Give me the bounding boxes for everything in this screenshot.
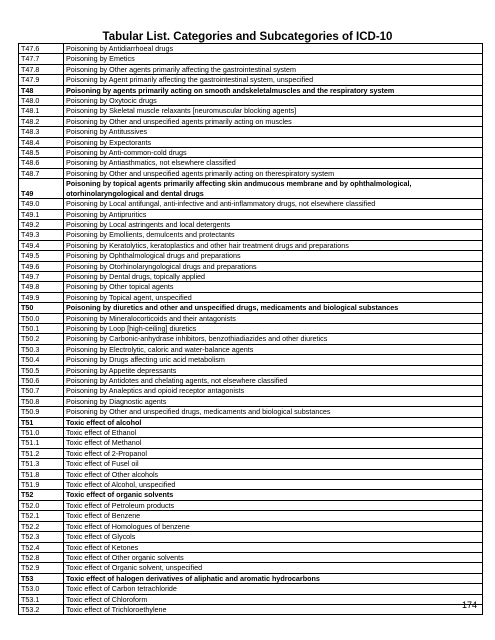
code-cell: T52.0 [19,500,64,510]
description-cell: Poisoning by Other and unspecified drugs, medicaments and biological substances [64,407,483,417]
code-cell: T50.8 [19,396,64,406]
code-cell: T50.2 [19,334,64,344]
code-cell: T48 [19,85,64,95]
code-cell: T52.4 [19,542,64,552]
category-row [19,573,483,583]
description-cell: Toxic effect of Carbon tetrachloride [64,584,483,594]
code-cell: T49.0 [19,199,64,209]
category-row [19,417,483,427]
code-cell: T53 [19,573,64,583]
code-cell: T49.9 [19,292,64,302]
subcategory-row [19,148,483,158]
page-title: Tabular List. Categories and Subcategories of ICD-10 [102,31,393,43]
subcategory-row [19,116,483,126]
code-cell: T50.5 [19,365,64,375]
description-cell: Toxic effect of Other alcohols [64,469,483,479]
code-cell: T50.9 [19,407,64,417]
subcategory-row [19,219,483,229]
code-cell: T52.2 [19,521,64,531]
description-cell: Toxic effect of Glycols [64,532,483,542]
description-cell: Poisoning by Antitussives [64,127,483,137]
description-cell: Poisoning by Antidiarrhoeal drugs [64,44,483,54]
code-cell: T50 [19,303,64,313]
description-cell: Poisoning by Antipruritics [64,209,483,219]
code-cell: T48.6 [19,158,64,168]
subcategory-row [19,158,483,168]
subcategory-row [19,75,483,85]
description-cell: Poisoning by Drugs affecting uric acid metabolism [64,355,483,365]
code-cell: T48.7 [19,168,64,178]
description-cell: Poisoning by Antidotes and chelating agents, not elsewhere classified [64,376,483,386]
code-cell: T48.5 [19,148,64,158]
description-cell: Poisoning by Local antifungal, anti-infective and anti-inflammatory drugs, not elsewhere classified [64,199,483,209]
page-number: 174 [461,600,477,610]
subcategory-row [19,313,483,323]
code-cell: T47.8 [19,64,64,74]
description-cell: Poisoning by Antiasthmatics, not elsewhere classified [64,158,483,168]
code-cell: T50.1 [19,323,64,333]
code-cell: T52 [19,490,64,500]
description-cell: Poisoning by Other and unspecified agents primarily acting on therespiratory system [64,168,483,178]
code-cell: T50.3 [19,344,64,354]
description-cell: Poisoning by Skeletal muscle relaxants [neuromuscular blocking agents] [64,106,483,116]
subcategory-row [19,500,483,510]
code-cell: T49.1 [19,209,64,219]
subcategory-row [19,344,483,354]
icd-table-body [19,44,483,615]
code-cell: T51.8 [19,469,64,479]
description-cell: Toxic effect of Organic solvent, unspecified [64,563,483,573]
code-cell: T53.2 [19,604,64,614]
code-cell: T48.2 [19,116,64,126]
category-row [19,85,483,95]
category-row [19,303,483,313]
description-cell: Poisoning by Emetics [64,54,483,64]
code-cell: T47.9 [19,75,64,85]
code-cell: T48.4 [19,137,64,147]
subcategory-row [19,438,483,448]
description-cell: Poisoning by diuretics and other and unspecified drugs, medicaments and biological substances [64,303,483,313]
subcategory-row [19,604,483,614]
subcategory-row [19,480,483,490]
subcategory-row [19,127,483,137]
subcategory-row [19,106,483,116]
description-cell: Poisoning by Mineralocorticoids and their antagonists [64,313,483,323]
description-cell: Poisoning by Carbonic-anhydrase inhibitors, benzothiadiazides and other diuretics [64,334,483,344]
code-cell: T49.4 [19,240,64,250]
description-cell: Poisoning by Anti-common-cold drugs [64,148,483,158]
description-cell: Toxic effect of Trichloroethylene [64,604,483,614]
subcategory-row [19,137,483,147]
code-cell: T53.1 [19,594,64,604]
subcategory-row [19,54,483,64]
subcategory-row [19,282,483,292]
code-cell: T48.0 [19,96,64,106]
code-cell: T52.9 [19,563,64,573]
description-cell: Toxic effect of Benzene [64,511,483,521]
description-cell: Poisoning by Other agents primarily affecting the gastrointestinal system [64,64,483,74]
subcategory-row [19,521,483,531]
subcategory-row [19,365,483,375]
category-row [19,179,483,199]
subcategory-row [19,64,483,74]
code-cell: T50.6 [19,376,64,386]
description-cell: Toxic effect of Petroleum products [64,500,483,510]
subcategory-row [19,261,483,271]
description-cell: Poisoning by Appetite depressants [64,365,483,375]
description-cell: Poisoning by Local astringents and local detergents [64,219,483,229]
subcategory-row [19,240,483,250]
code-cell: T50.4 [19,355,64,365]
code-cell: T49 [19,179,64,199]
description-cell: Toxic effect of Chloroform [64,594,483,604]
subcategory-row [19,511,483,521]
description-cell: Poisoning by Electrolytic, caloric and water-balance agents [64,344,483,354]
code-cell: T51.2 [19,448,64,458]
subcategory-row [19,552,483,562]
description-cell: Toxic effect of Fusel oil [64,459,483,469]
code-cell: T49.3 [19,230,64,240]
code-cell: T49.5 [19,251,64,261]
subcategory-row [19,323,483,333]
description-cell: Toxic effect of halogen derivatives of aliphatic and aromatic hydrocarbons [64,573,483,583]
description-cell: Poisoning by agents primarily acting on smooth andskeletalmuscles and the respiratory system [64,85,483,95]
description-cell: Poisoning by Diagnostic agents [64,396,483,406]
subcategory-row [19,532,483,542]
description-cell: Poisoning by Expectorants [64,137,483,147]
description-cell: Poisoning by Ophthalmological drugs and preparations [64,251,483,261]
code-cell: T47.7 [19,54,64,64]
subcategory-row [19,396,483,406]
description-cell: Toxic effect of alcohol [64,417,483,427]
description-cell: Toxic effect of Ethanol [64,428,483,438]
description-cell: Poisoning by Keratolytics, keratoplastics and other hair treatment drugs and preparations [64,240,483,250]
code-cell: T48.1 [19,106,64,116]
subcategory-row [19,292,483,302]
code-cell: T51.0 [19,428,64,438]
description-cell: Toxic effect of Homologues of benzene [64,521,483,531]
description-cell: Toxic effect of Other organic solvents [64,552,483,562]
subcategory-row [19,376,483,386]
subcategory-row [19,459,483,469]
code-cell: T49.8 [19,282,64,292]
category-row [19,490,483,500]
subcategory-row [19,209,483,219]
description-cell: Toxic effect of Alcohol, unspecified [64,480,483,490]
description-cell: Poisoning by topical agents primarily affecting skin andmucous membrane and by ophthalmological, otorhinolaryngological and dental drugs [64,179,483,199]
code-cell: T51.1 [19,438,64,448]
code-cell: T52.8 [19,552,64,562]
code-cell: T48.3 [19,127,64,137]
subcategory-row [19,44,483,54]
description-cell: Poisoning by Analeptics and opioid receptor antagonists [64,386,483,396]
subcategory-row [19,199,483,209]
code-cell: T49.6 [19,261,64,271]
description-cell: Poisoning by Emollients, demulcents and protectants [64,230,483,240]
subcategory-row [19,469,483,479]
subcategory-row [19,168,483,178]
subcategory-row [19,584,483,594]
description-cell: Toxic effect of Ketones [64,542,483,552]
subcategory-row [19,594,483,604]
description-cell: Poisoning by Loop [high-ceiling] diuretics [64,323,483,333]
description-cell: Poisoning by Other and unspecified agents primarily acting on muscles [64,116,483,126]
code-cell: T51 [19,417,64,427]
description-cell: Poisoning by Otorhinolaryngological drugs and preparations [64,261,483,271]
description-cell: Poisoning by Dental drugs, topically applied [64,271,483,281]
code-cell: T47.6 [19,44,64,54]
code-cell: T52.1 [19,511,64,521]
subcategory-row [19,407,483,417]
subcategory-row [19,355,483,365]
code-cell: T51.9 [19,480,64,490]
icd-category-table [18,43,483,615]
subcategory-row [19,271,483,281]
subcategory-row [19,428,483,438]
description-cell: Toxic effect of 2-Propanol [64,448,483,458]
subcategory-row [19,334,483,344]
description-cell: Poisoning by Other topical agents [64,282,483,292]
code-cell: T50.0 [19,313,64,323]
code-cell: T49.2 [19,219,64,229]
code-cell: T52.3 [19,532,64,542]
subcategory-row [19,448,483,458]
code-cell: T50.7 [19,386,64,396]
subcategory-row [19,542,483,552]
subcategory-row [19,230,483,240]
description-cell: Toxic effect of organic solvents [64,490,483,500]
description-cell: Toxic effect of Methanol [64,438,483,448]
subcategory-row [19,386,483,396]
description-cell: Poisoning by Oxytocic drugs [64,96,483,106]
description-cell: Poisoning by Agent primarily affecting the gastrointestinal system, unspecified [64,75,483,85]
code-cell: T53.0 [19,584,64,594]
code-cell: T49.7 [19,271,64,281]
code-cell: T51.3 [19,459,64,469]
subcategory-row [19,251,483,261]
description-cell: Poisoning by Topical agent, unspecified [64,292,483,302]
subcategory-row [19,563,483,573]
subcategory-row [19,96,483,106]
